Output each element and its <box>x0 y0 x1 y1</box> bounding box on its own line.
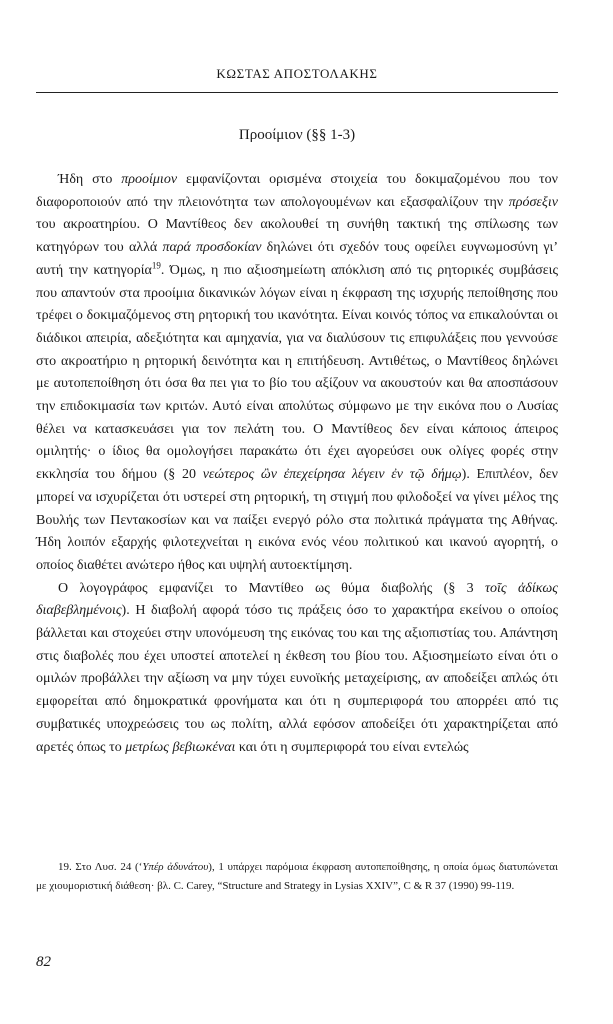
book-page <box>36 0 558 1024</box>
text-run: δηλώνει ότι σχεδόν τους οφείλει ευγνωμοσύνη γι’ αυτή την κατηγορία <box>36 240 558 278</box>
text-run: . Όμως, η πιο αξιοσημείωτη απόκλιση από τις ρητορικές συμβάσεις που απαντούν στα προοίμια δικανικών λόγων είναι η έκφραση της ισχυρής πεποίθησης που τρέφει ο δοκιμαζόμενος στη ρητορική του ικανότητα. Είναι κοινός τόπος να επικαλούνται οι διάδικοι απειρία, αδεξιότητα και αμηχανία, για να διαλύσουν τις επιφυλάξεις που γεννούσε στο ακροατήριο η ρητορική δεινότητα και η επιτήδευση. Αντιθέτως, ο Μαντίθεος δηλώνει με αυτοπεποίθηση ότι όσα θα πει για το βίο του αξίζουν να ακουστούν και θα αποσπάσουν την επιδοκιμασία των κριτών. Αυτό είναι απολύτως σύμφωνο με την εικόνα που ο Λυσίας θέλει να κατασκευάσει για τον πελάτη του. Ο Μαντίθεος δεν είναι κάποιος άπειρος ομιλητής· ο ίδιος θα ομολογήσει παρακάτω ότι έχει αγορεύσει ουκ ολίγες φορές στην εκκλησία του δήμου (§ 20 <box>36 262 558 483</box>
italic-term: βεβιωκέναι <box>172 739 236 755</box>
footnote-text <box>36 858 558 895</box>
paragraph-1 <box>36 169 558 578</box>
text-run: Ο λογογράφος εμφανίζει το Μαντίθεο ως θύμα διαβολής (§ 3 <box>58 580 486 596</box>
text-run: ). Η διαβολή αφορά τόσο τις πράξεις όσο το χαρακτήρα εκείνου ο οποίος βάλλεται και στοχεύει στην υπονόμευση της εικόνας του και της αξιοπιστίας του. Απάντηση στις διαβολές που έχει υποστεί αποτελεί η έκθεση του βίου του. Αξιοσημείωτο είναι ότι ο ομιλών προβάλλει την αξίωση να μην τύχει ευνοϊκής μεταχείρισης, αν αποδείξει απλώς ότι εμφορείται από δημοκρατικά φρονήματα και ότι η συμπεριφορά του απορρέει από τις συμβατικές υποχρεώσεις του ως πολίτη, αλλά εφόσον αποδείξει ότι χαρακτηρίζεται από αρετές όπως το <box>36 603 558 755</box>
text-run: εμφανίζονται ορισμένα στοιχεία του δοκιμαζομένου που τον διαφοροποιούν από την πλειονότητα των απολογουμένων και εξασφαλίζουν την <box>36 172 558 210</box>
footnote-number: 19. <box>58 861 72 873</box>
text-run: Στο Λυσ. 24 (‘ <box>71 861 143 873</box>
italic-quote: τοῖς ἀδίκως διαβεβλημένοις <box>36 580 558 619</box>
footnote-reference: 19 <box>151 260 161 271</box>
italic-term: μετρίως <box>125 739 169 755</box>
text-run: και ότι η συμπεριφορά του είναι εντελώς <box>235 739 469 755</box>
text-run: ). Επιπλέον, δεν μπορεί να ισχυρίζεται ότι υστερεί στη ρητορική, τη στιγμή που φιλοδοξεί να γίνει μέλος της Βουλής των Πεντακοσίων και να παίξει ενεργό ρόλο στα πολιτικά πράγματα της Αθήνας. Ήδη λοιπόν εξαρχής φιλοτεχνείται η εικόνα ενός νέου πολιτικού και ικανού αγορητή, ο οποίος διαθέτει ανώτερο ήθος και υψηλή αυτοεκτίμηση. <box>36 467 558 573</box>
text-run: του ακροατηρίου. Ο Μαντίθεος δεν ακολουθεί τη συνήθη τακτική της σπίλωσης των κατηγόρων του αλλά <box>36 217 558 256</box>
header-rule <box>36 92 558 93</box>
running-head: ΚΩΣΤΑΣ ΑΠΟΣΤΟΛΑΚΗΣ <box>216 66 378 81</box>
italic-quote: νεώτερος ὢν ἐπεχείρησα λέγειν ἐν τῷ δήμῳ <box>202 467 462 483</box>
italic-term: παρά προσδοκίαν <box>162 240 262 256</box>
text-run: ), 1 υπάρχει παρόμοια έκφραση αυτοπεποίθησης, η οποία όμως διατυπώνεται με χιουμοριστική διάθεση· βλ. C. Carey, “Structure and Strategy in Lysias XXIV”, C & R 37 (1990) 99-119. <box>36 861 559 892</box>
italic-title: Υπέρ ἀδυνάτου <box>142 861 209 873</box>
footnote-19 <box>36 858 558 895</box>
page-number: 82 <box>36 954 51 970</box>
body-text <box>36 169 558 759</box>
italic-term: προοίμιον <box>121 172 178 187</box>
section-title: Προοίμιον (§§ 1-3) <box>238 127 356 143</box>
paragraph-2 <box>36 578 558 760</box>
text-run: Ήδη στο <box>58 172 122 187</box>
italic-term: πρόσεξιν <box>508 194 558 210</box>
